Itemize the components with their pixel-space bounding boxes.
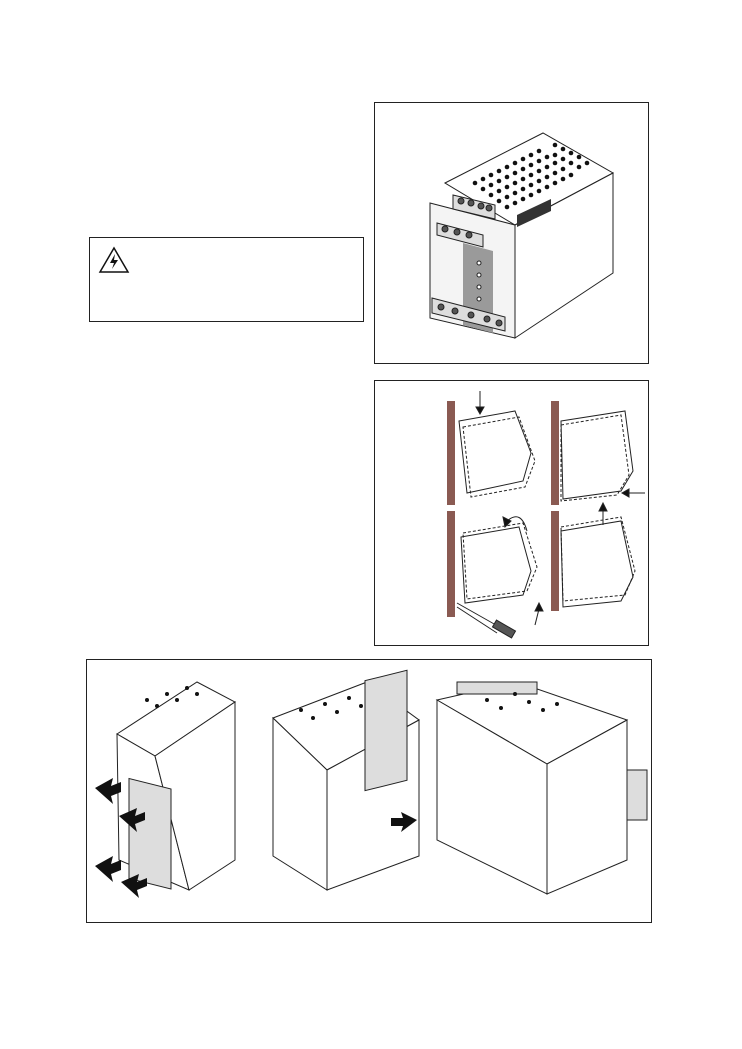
warning-box <box>89 237 364 322</box>
mounting-adapter-figure <box>86 659 652 923</box>
adapter-steps-drawing <box>87 660 651 922</box>
power-supply-figure <box>374 102 649 364</box>
electrical-hazard-icon <box>98 246 130 274</box>
din-rail-figure <box>374 380 649 646</box>
din-rail-steps-drawing <box>375 381 648 645</box>
power-supply-drawing <box>375 103 648 363</box>
